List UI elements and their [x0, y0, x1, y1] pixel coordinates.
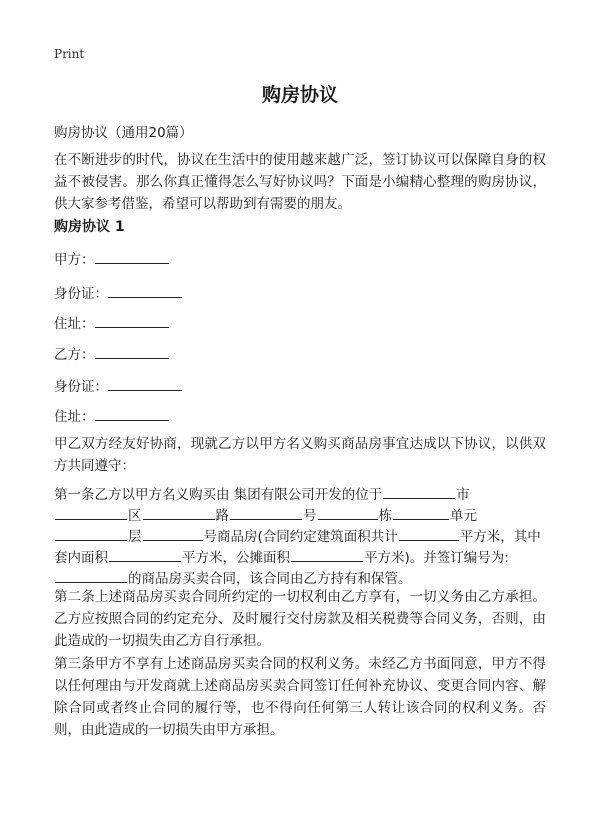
blank-line	[109, 547, 181, 562]
clause-1	[54, 484, 546, 589]
section-heading: 购房协议 1	[54, 219, 125, 235]
clause-text: 路	[215, 508, 229, 524]
clause-text: 平方米，其中套内面积	[54, 529, 541, 566]
field-label: 乙方：	[54, 347, 95, 363]
blank-line	[95, 344, 169, 359]
blank-line	[143, 526, 203, 541]
clause-2: 第二条上述商品房买卖合同所约定的一切权利由乙方享有，一切义务由乙方承担。乙方应按照合同的约定充分、及时履行交付房款及相关税费等合同义务，否则，由此造成的一切损失由乙方自行承担。	[54, 589, 546, 649]
blank-line	[55, 505, 127, 520]
field-label: 身份证：	[54, 379, 108, 395]
blank-line	[95, 313, 169, 328]
blank-line	[55, 526, 127, 541]
clause-3: 第三条甲方不享有上述商品房买卖合同的权利义务。未经乙方书面同意，甲方不得以任何理由与开发商就上述商品房买卖合同签订任何补充协议、变更合同内容、解除合同或者终止合同的履行等，也不得向任何第三人转让该合同的权利义务。否则，由此造成的一切损失由甲方承担。	[54, 656, 546, 738]
blank-line	[291, 547, 363, 562]
clause-text: 平方米)。并签订编号为:	[364, 550, 509, 566]
document-subtitle: 购房协议（通用20篇）	[54, 125, 193, 141]
blank-line	[55, 568, 127, 583]
clause-text: 单元	[450, 508, 477, 524]
clause-text: 号商品房(合同约定建筑面积共计	[203, 529, 398, 545]
field-party-a	[54, 248, 169, 268]
blank-line	[383, 484, 455, 499]
blank-line	[230, 505, 302, 520]
document-title: 购房协议	[261, 84, 338, 106]
blank-line	[108, 376, 182, 391]
blank-line	[95, 249, 169, 264]
field-id-a	[54, 282, 182, 302]
field-party-b	[54, 343, 169, 363]
field-label: 甲方：	[54, 252, 95, 268]
clause-text: 号	[303, 508, 317, 524]
field-label: 身份证：	[54, 286, 108, 302]
blank-line	[143, 505, 215, 520]
clause-text: 区	[128, 508, 142, 524]
clause-text: 平方米，公摊面积	[182, 550, 290, 566]
blank-line	[318, 505, 378, 520]
preamble-paragraph: 甲乙双方经友好协商，现就乙方以甲方名义购买商品房事宜达成以下协议，以供双方共同遵守：	[54, 436, 546, 474]
clause-text: 第一条乙方以甲方名义购买由 集团有限公司开发的位于	[54, 487, 383, 503]
blank-line	[108, 283, 182, 298]
clause-text: 的商品房买卖合同，该合同由乙方持有和保管。	[128, 571, 412, 587]
blank-line	[95, 406, 169, 421]
clause-text: 市	[456, 487, 470, 503]
field-id-b	[54, 375, 182, 395]
field-address-a	[54, 312, 169, 332]
blank-line	[399, 526, 459, 541]
field-label: 住址：	[54, 409, 95, 425]
print-link[interactable]: Print	[54, 47, 85, 61]
field-label: 住址：	[54, 316, 95, 332]
blank-line	[393, 505, 449, 520]
intro-paragraph: 在不断进步的时代，协议在生活中的使用越来越广泛，签订协议可以保障自身的权益不被侵害。那么你真正懂得怎么写好协议吗？下面是小编精心整理的购房协议，供大家参考借鉴，希望可以帮助到有需要的朋友。	[54, 152, 546, 212]
field-address-b	[54, 405, 169, 425]
clause-text: 层	[128, 529, 142, 545]
clause-text: 栋	[378, 508, 392, 524]
